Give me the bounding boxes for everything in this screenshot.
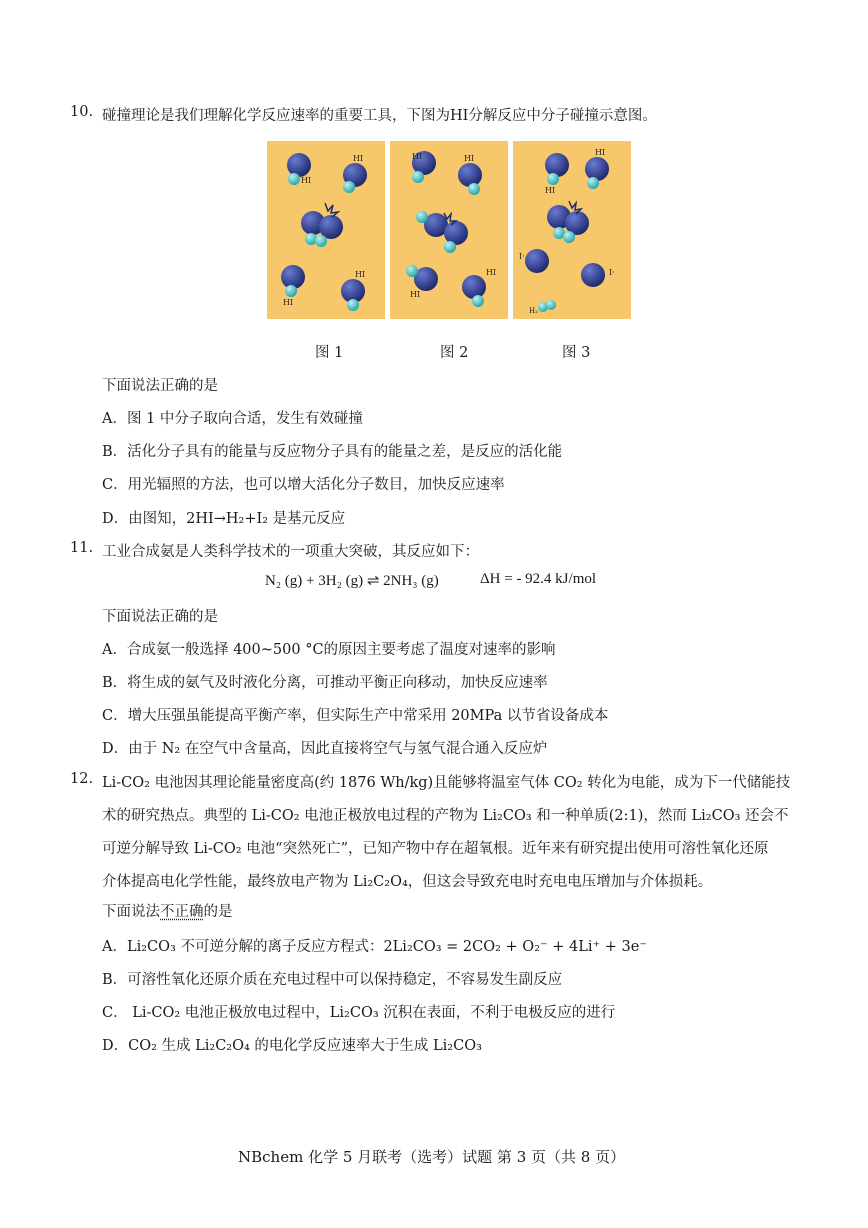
hydrogen-atom — [343, 181, 355, 193]
question-11-text: 工业合成氨是人类科学技术的一项重大突破，其反应如下： — [102, 544, 479, 560]
question-11-prompt: 下面说法正确的是 — [102, 609, 218, 625]
iodine-atom — [462, 275, 486, 299]
reaction-enthalpy: ΔH = - 92.4 kJ/mol — [480, 571, 597, 587]
question-11-option-c: C．增大压强虽能提高平衡产率，但实际生产中常采用 20MPa 以节省设备成本 — [102, 708, 609, 724]
question-12-line-4: 介体提高电化学性能，最终放电产物为 Li₂C₂O₄，但这会导致充电时充电电压增加与介体损耗。 — [102, 874, 713, 890]
figure-2-label: 图 2 — [440, 345, 469, 361]
molecule-label: HI — [283, 298, 294, 307]
figure-1-panel — [267, 141, 385, 319]
iodine-atom — [545, 153, 569, 177]
molecule-label: I· — [609, 268, 615, 277]
question-11-option-a: A．合成氨一般选择 400~500 °C的原因主要考虑了温度对速率的影响 — [102, 642, 556, 658]
molecule-label: HI — [353, 154, 364, 163]
question-12-option-c: C． Li-CO₂ 电池正极放电过程中，Li₂CO₃ 沉积在表面，不利于电极反应的进行 — [102, 1005, 616, 1021]
question-12-option-d: D．CO₂ 生成 Li₂C₂O₄ 的电化学反应速率大于生成 Li₂CO₃ — [102, 1038, 482, 1054]
hydrogen-atom — [315, 235, 327, 247]
hydrogen-atom — [416, 211, 428, 223]
hydrogen-atom — [285, 285, 297, 297]
question-12-option-b: B．可溶性氧化还原介质在充电过程中可以保持稳定，不容易发生副反应 — [102, 972, 563, 988]
hydrogen-atom — [587, 177, 599, 189]
iodine-atom — [525, 249, 549, 273]
hydrogen-atom — [444, 241, 456, 253]
question-12-line-2: 术的研究热点。典型的 Li-CO₂ 电池正极放电过程的产物为 Li₂CO₃ 和一种单质(2:1)，然而 Li₂CO₃ 还会不 — [102, 808, 789, 824]
molecule-label: HI — [464, 154, 475, 163]
molecule-label: HI — [410, 290, 421, 299]
molecule-label: I· — [519, 252, 525, 261]
question-10-option-c: C．用光辐照的方法，也可以增大活化分子数目，加快反应速率 — [102, 477, 505, 493]
question-10-option-b: B．活化分子具有的能量与反应物分子具有的能量之差，是反应的活化能 — [102, 444, 563, 460]
question-10-option-a: A．图 1 中分子取向合适，发生有效碰撞 — [102, 411, 363, 427]
hydrogen-atom — [347, 299, 359, 311]
question-10-prompt: 下面说法正确的是 — [102, 378, 218, 394]
molecule-label: HI — [301, 176, 312, 185]
iodine-atom — [444, 221, 468, 245]
figure-3-collision-diagram — [513, 141, 631, 319]
question-12-prompt — [102, 900, 233, 921]
question-12-option-a: A．Li₂CO₃ 不可逆分解的离子反应方程式：2Li₂CO₃ = 2CO₂ + O₂⁻ + 4Li⁺ + 3e⁻ — [102, 939, 648, 955]
molecule-label: HI — [412, 152, 423, 161]
hydrogen-atom — [472, 295, 484, 307]
figure-3-label: 图 3 — [562, 345, 591, 361]
hydrogen-atom — [406, 265, 418, 277]
molecule-label: H₂ — [529, 307, 538, 315]
question-11-option-d: D．由于 N₂ 在空气中含量高，因此直接将空气与氢气混合通入反应炉 — [102, 741, 548, 757]
prompt-emphasis: 不正确 — [160, 904, 204, 920]
hydrogen-atom — [547, 173, 559, 185]
question-10-number: 10. — [70, 104, 94, 120]
figure-2-panel — [390, 141, 508, 319]
hydrogen-atom — [468, 183, 480, 195]
figure-2-collision-diagram — [390, 141, 508, 319]
molecule-label: HI — [595, 148, 606, 157]
hydrogen-atom — [288, 173, 300, 185]
question-10-option-d: D．由图知，2HI→H₂+I₂ 是基元反应 — [102, 511, 346, 527]
question-12-line-3: 可逆分解导致 Li-CO₂ 电池“突然死亡”，已知产物中存在超氧根。近年来有研究提出使用可溶性氧化还原 — [102, 841, 769, 857]
iodine-atom — [581, 263, 605, 287]
question-12-number: 12. — [70, 771, 94, 787]
ammonia-synthesis-equation: N₂ (g) + 3H₂ (g) ⇌ 2NH₃ (g) — [265, 573, 439, 589]
hydrogen-atom — [563, 231, 575, 243]
collision-burst — [325, 203, 338, 217]
iodine-atom — [287, 153, 311, 177]
molecule-label: HI — [545, 186, 556, 195]
figure-1-collision-diagram — [267, 141, 385, 319]
iodine-atom — [585, 157, 609, 181]
iodine-atom — [458, 163, 482, 187]
molecule-label: HI — [355, 270, 366, 279]
hydrogen-atom — [412, 171, 424, 183]
hydrogen-atom — [305, 233, 317, 245]
hydrogen-atom — [546, 300, 556, 310]
question-11-number: 11. — [70, 540, 94, 556]
question-12-line-1: Li-CO₂ 电池因其理论能量密度高(约 1876 Wh/kg)且能够将温室气体 CO₂ 转化为电能，成为下一代储能技 — [102, 775, 791, 791]
prompt-suffix: 的是 — [203, 904, 233, 920]
figure-3-panel — [513, 141, 631, 319]
figure-1-label: 图 1 — [315, 345, 344, 361]
molecule-label: HI — [486, 268, 497, 277]
prompt-prefix: 下面说法 — [102, 904, 160, 920]
question-11-option-b: B．将生成的氨气及时液化分离，可推动平衡正向移动，加快反应速率 — [102, 675, 548, 691]
question-10-text: 碰撞理论是我们理解化学反应速率的重要工具，下图为HI分解反应中分子碰撞示意图。 — [102, 108, 657, 124]
page-footer: NBchem 化学 5 月联考（选考）试题 第 3 页（共 8 页） — [238, 1148, 626, 1166]
